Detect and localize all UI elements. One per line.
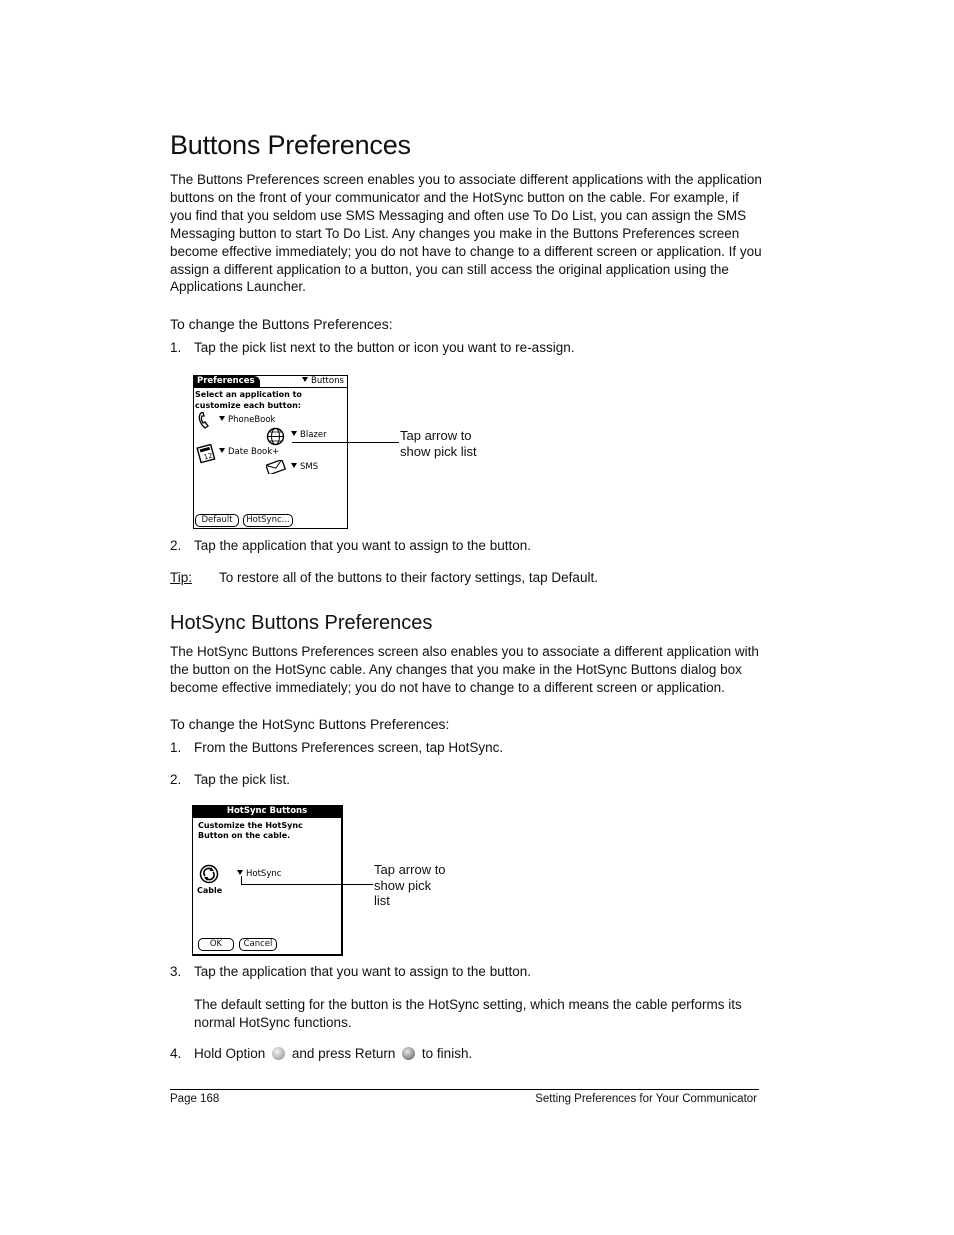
hotsync-icon: [199, 864, 219, 884]
title-underline: [260, 387, 347, 388]
callout-line: list: [374, 893, 390, 908]
step-3-note: The default setting for the button is the HotSync setting, which means the cable performs its normal HotSync functions.: [194, 997, 742, 1030]
picklist-hotsync[interactable]: HotSync: [237, 869, 281, 879]
cancel-button[interactable]: Cancel: [239, 938, 277, 951]
page-title: Buttons Preferences: [170, 130, 411, 160]
dialog-instruction-2: Button on the cable.: [198, 831, 291, 840]
step-1: [170, 340, 574, 355]
calendar-icon: [196, 444, 216, 464]
instruction-line-1: Select an application to: [195, 390, 302, 399]
step-text: Tap the application that you want to assign to the button.: [194, 538, 531, 553]
step-number: 2.: [170, 538, 182, 553]
callout-leader-line: [292, 442, 399, 443]
callout-line: Tap arrow to: [400, 428, 472, 443]
default-button[interactable]: Default: [195, 514, 239, 527]
picklist-datebook: Date Book+: [219, 447, 279, 457]
step-text: Tap the pick list next to the button or icon you want to re-assign.: [194, 340, 575, 355]
step-number: 1.: [170, 740, 182, 755]
callout-line: Tap arrow to: [374, 862, 446, 877]
buttons-preferences-screenshot: [193, 375, 348, 529]
title-bar: [194, 376, 260, 388]
hotsync-step-4: [170, 1046, 472, 1061]
chapter-title: Setting Preferences for Your Communicator: [535, 1093, 757, 1105]
callout-leader-line-2: [241, 884, 373, 885]
step-text: Tap the pick list.: [194, 772, 291, 787]
hotsync-step-3: [170, 964, 531, 979]
option-key-icon: [272, 1047, 285, 1060]
step-text: to finish.: [421, 1046, 473, 1061]
dialog-instruction-1: Customize the HotSync: [198, 821, 303, 830]
globe-icon: [266, 427, 285, 446]
picklist-phonebook: PhoneBook: [219, 415, 276, 425]
dialog-title-bar: [193, 806, 341, 818]
phone-icon: [198, 412, 212, 430]
step-number: 1.: [170, 340, 182, 355]
tip-text: To restore all of the buttons to their factory settings, tap Default.: [219, 570, 598, 585]
hotsync-intro-paragraph: The HotSync Buttons Preferences screen also enables you to associate a different application with the button on the HotSync cable. Any changes that you make in the HotSync Buttons dialog box become effective immediately; you do not have to change to a different screen or application.: [170, 644, 759, 695]
dialog-title: HotSync Buttons: [226, 806, 308, 816]
callout-tap-arrow-2: [374, 862, 446, 909]
hotsync-button[interactable]: HotSync...: [243, 514, 293, 527]
picklist-blazer: Blazer: [291, 430, 327, 440]
callout-leader-tick: [241, 876, 242, 884]
step-number: 3.: [170, 964, 182, 979]
envelope-icon: [266, 460, 286, 474]
step-text: Tap the application that you want to assign to the button.: [194, 964, 531, 979]
footer-rule: [170, 1089, 759, 1090]
page-number: Page 168: [170, 1093, 220, 1105]
step-2: [170, 538, 531, 553]
step-text: From the Buttons Preferences screen, tap HotSync.: [194, 740, 504, 755]
hotsync-step-2: [170, 772, 290, 787]
return-key-icon: [402, 1047, 415, 1060]
intro-paragraph: The Buttons Preferences screen enables you to associate different applications with the application buttons on the front of your communicator and the HotSync button on the cable. For example, if you find that you seldom use SMS Messaging and often use To Do List, you can assign the SMS Messaging button to start To Do List. Any changes you make in the Buttons Preferences screen become effective immediately; you do not have to change to a different screen or application. If you assign a different application to a button, you can still access the original application using the Applications Launcher.: [170, 172, 762, 295]
step-text: and press Return: [291, 1046, 396, 1061]
procedure-title: To change the Buttons Preferences:: [170, 316, 393, 332]
hotsync-step-1: [170, 740, 503, 755]
procedure-title-2: To change the HotSync Buttons Preferences:: [170, 716, 450, 732]
tip-label: Tip:: [170, 570, 193, 585]
cable-label: Cable: [197, 886, 223, 895]
ok-button[interactable]: OK: [198, 938, 234, 951]
step-text: Hold Option: [194, 1046, 266, 1061]
step-number: 2.: [170, 772, 182, 787]
category-picklist: Buttons: [302, 376, 344, 386]
callout-tap-arrow: [400, 428, 477, 459]
callout-line: show pick: [374, 877, 432, 893]
screen-title: Preferences: [197, 376, 255, 386]
svg-text:12: 12: [202, 451, 214, 462]
instruction-line-2: customize each button:: [195, 401, 301, 410]
tip: [170, 570, 598, 585]
callout-line: show pick list: [400, 443, 477, 459]
picklist-sms: SMS: [291, 462, 318, 472]
hotsync-buttons-screenshot: [192, 805, 343, 956]
step-number: 4.: [170, 1046, 182, 1061]
section-heading: HotSync Buttons Preferences: [170, 612, 433, 634]
